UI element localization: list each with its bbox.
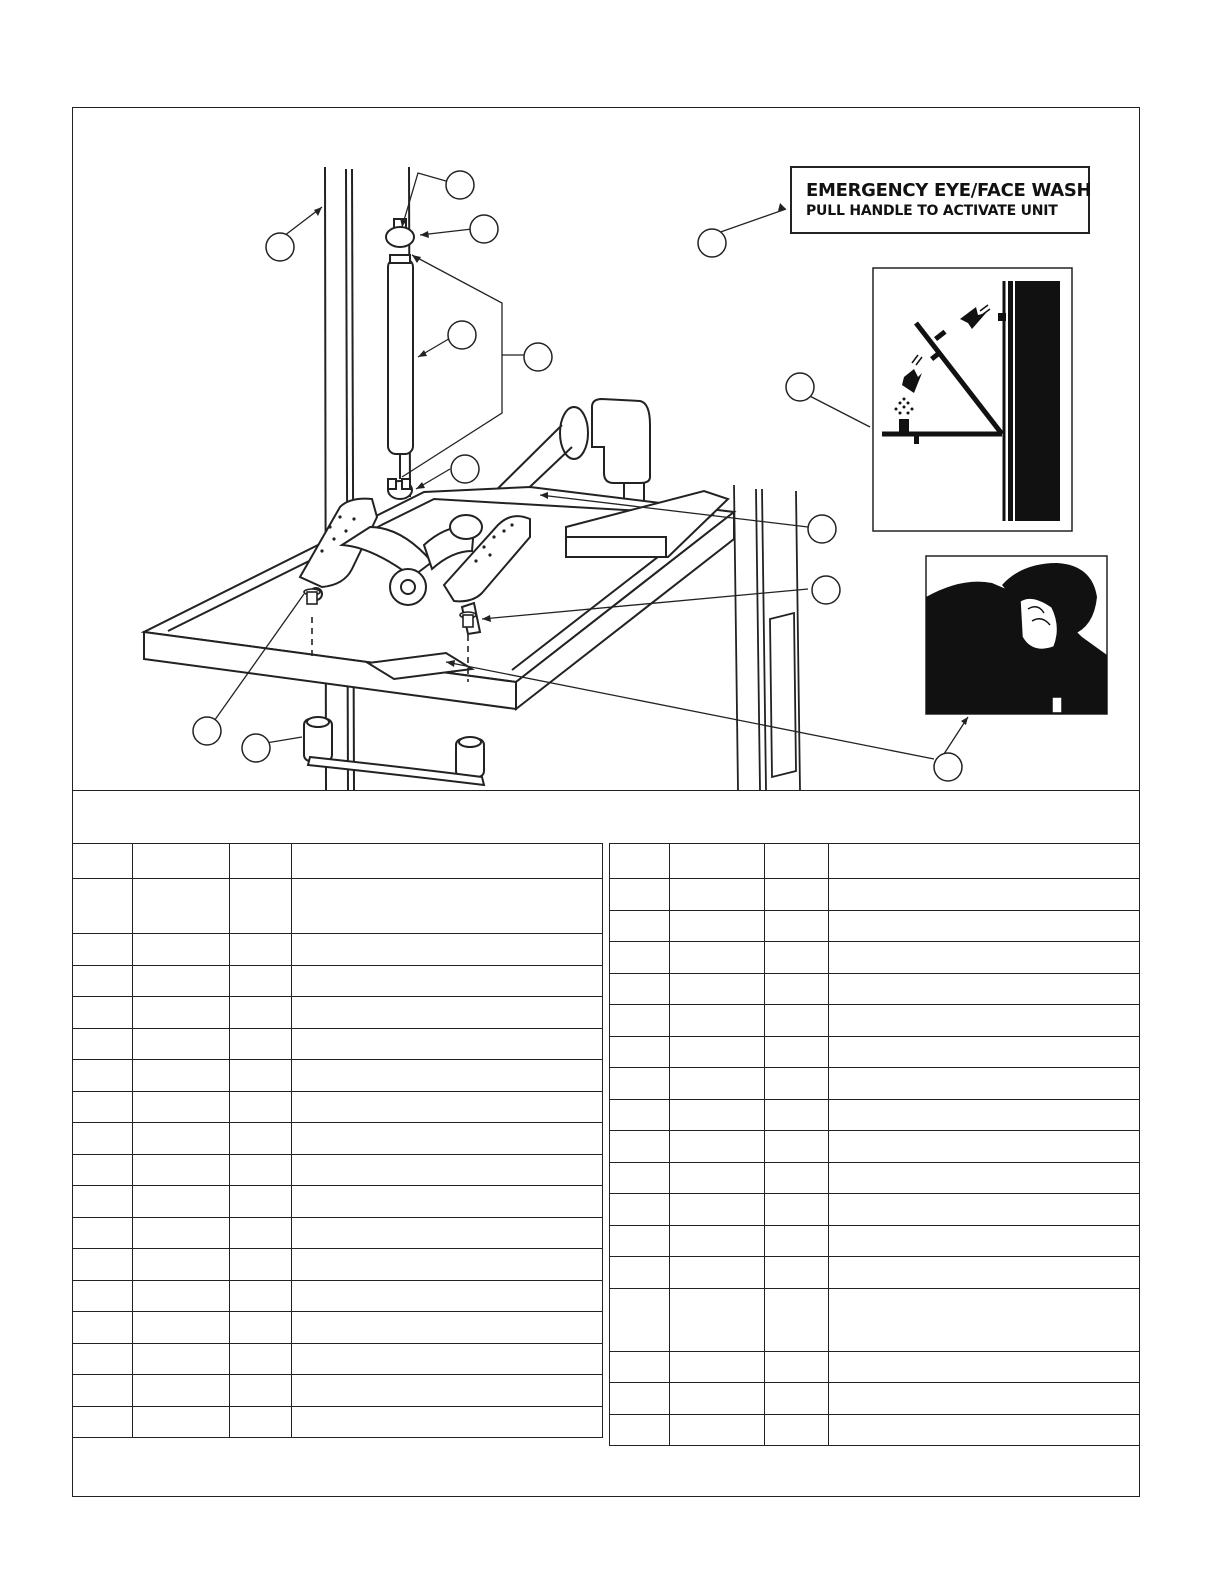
table-header-row — [610, 844, 1140, 879]
table-row — [610, 1414, 1140, 1446]
table-row — [610, 1099, 1140, 1131]
table-row — [610, 1068, 1140, 1100]
callout-bubble — [448, 321, 476, 349]
table-row — [610, 1162, 1140, 1194]
table-header-row — [73, 844, 603, 879]
table-row — [610, 973, 1140, 1005]
table-row — [73, 1312, 603, 1344]
parts-list-table-right — [609, 843, 1140, 1446]
table-row — [73, 1091, 603, 1123]
table-row — [73, 934, 603, 966]
table-row — [610, 1194, 1140, 1226]
callout-bubble — [266, 233, 294, 261]
table-row — [73, 1406, 603, 1438]
table-row — [610, 1383, 1140, 1415]
table-row — [73, 879, 603, 934]
table-row — [73, 1217, 603, 1249]
table-row — [73, 1060, 603, 1092]
table-row — [610, 1351, 1140, 1383]
section-divider — [72, 790, 1140, 791]
table-row — [73, 1249, 603, 1281]
parts-list-table-left — [72, 843, 603, 1438]
support-bracket-feet — [304, 717, 484, 785]
usage-photo-inset — [926, 556, 1107, 714]
table-row — [610, 1131, 1140, 1163]
table-row — [73, 1186, 603, 1218]
callout-bubble — [812, 576, 840, 604]
table-row — [73, 965, 603, 997]
callout-bubble — [808, 515, 836, 543]
operation-inset-diagram — [873, 268, 1072, 531]
table-row — [73, 1028, 603, 1060]
table-row — [610, 910, 1140, 942]
callout-bubble — [524, 343, 552, 371]
table-row — [610, 942, 1140, 974]
callout-bubble — [451, 455, 479, 483]
table-row — [610, 1225, 1140, 1257]
callout-bubble — [698, 229, 726, 257]
table-row — [610, 1288, 1140, 1351]
table-row — [610, 1005, 1140, 1037]
callout-bubble — [470, 215, 498, 243]
callout-bubble — [786, 373, 814, 401]
table-row — [610, 879, 1140, 911]
table-row — [610, 1257, 1140, 1289]
sign-instruction: PULL HANDLE TO ACTIVATE UNIT — [806, 203, 1058, 219]
callout-bubbles — [193, 171, 962, 781]
callout-bubble — [446, 171, 474, 199]
table-row — [73, 1280, 603, 1312]
table-row — [73, 1154, 603, 1186]
eyewash-warning-sign — [790, 166, 1090, 234]
table-row — [73, 1343, 603, 1375]
table-row — [610, 1036, 1140, 1068]
sign-title: EMERGENCY EYE/FACE WASH — [806, 180, 1092, 201]
callout-bubble — [242, 734, 270, 762]
right-cabinet-panel — [734, 485, 800, 790]
callout-bubble — [193, 717, 221, 745]
table-row — [73, 997, 603, 1029]
table-row — [73, 1375, 603, 1407]
callout-bubble — [934, 753, 962, 781]
table-row — [73, 1123, 603, 1155]
